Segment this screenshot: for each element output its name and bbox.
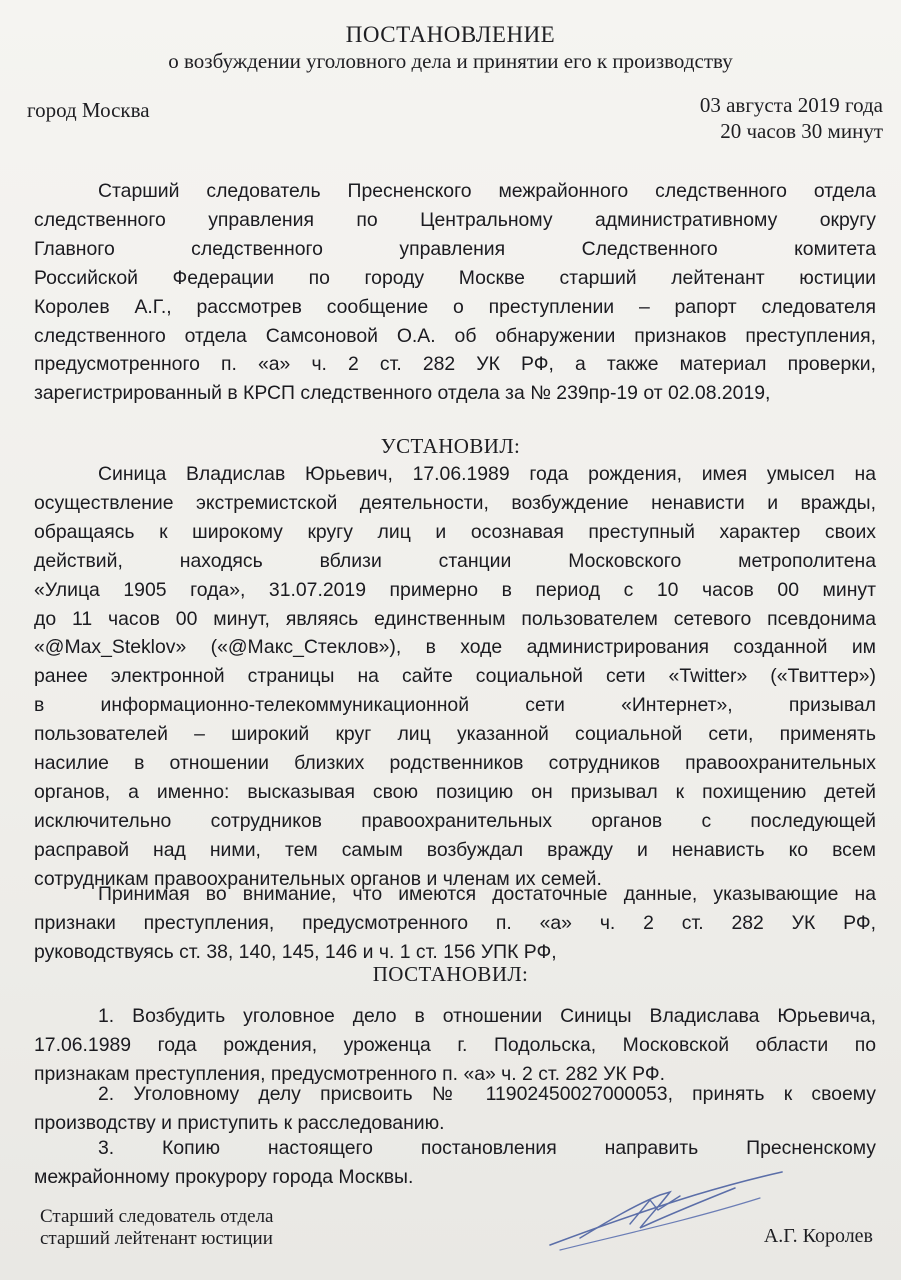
established-line: органов, а именно: высказывая свою позицию он призывал к похищению детей xyxy=(34,780,876,803)
established-line: исключительно сотрудников правоохранительных органов с последующей xyxy=(34,809,876,832)
established-line: до 11 часов 00 минут, являясь единственным пользователем сетевого псевдонима xyxy=(34,607,876,630)
considering-line: руководствуясь ст. 38, 140, 145, 146 и ч. 1 ст. 156 УПК РФ, xyxy=(34,940,557,963)
established-line: «Улица 1905 года», 31.07.2019 примерно в период с 10 часов 00 минут xyxy=(34,578,876,601)
established-line: в информационно-телекоммуникационной сети «Интернет», призывал xyxy=(34,694,876,717)
signatory-name: А.Г. Королев xyxy=(763,1225,873,1247)
intro-line: зарегистрированный в КРСП следственного отдела за № 239пр-19 от 02.08.2019, xyxy=(34,382,771,405)
signatory-position-line1: Старший следователь отдела xyxy=(40,1206,274,1227)
city: город Москва xyxy=(27,98,150,122)
resolution-line: 17.06.1989 года рождения, уроженца г. Подольска, Московской области по xyxy=(34,1033,876,1056)
date: 03 августа 2019 года xyxy=(699,93,883,117)
document-subtitle: о возбуждении уголовного дела и принятии его к производству xyxy=(168,49,733,73)
time: 20 часов 30 минут xyxy=(720,119,883,143)
document-title: ПОСТАНОВЛЕНИЕ xyxy=(345,22,556,47)
intro-line: предусмотренного п. «а» ч. 2 ст. 282 УК РФ, а также материал проверки, xyxy=(34,353,876,376)
established-line: расправой над ними, тем самым возбуждал вражду и ненависть ко всем xyxy=(34,838,876,861)
intro-paragraph xyxy=(34,177,876,408)
signatory-position xyxy=(40,1206,273,1250)
established-line: Синица Владислав Юрьевич, 17.06.1989 года рождения, имея умысел на xyxy=(98,463,876,485)
resolution-line: 2. Уголовному делу присвоить № 11902450027000053, принять к своему xyxy=(98,1083,876,1105)
intro-line: следственного отдела Самсоновой О.А. об обнаружении признаков преступления, xyxy=(34,324,876,347)
resolution-line: признакам преступления, предусмотренного п. «а» ч. 2 ст. 282 УК РФ. xyxy=(34,1062,666,1085)
established-line: обращаясь к широкому кругу лиц и осознавая преступный характер своих xyxy=(34,520,876,543)
established-line: насилие в отношении близких родственников сотрудников правоохранительных xyxy=(34,752,876,775)
resolved-heading: ПОСТАНОВИЛ: xyxy=(372,962,529,986)
established-line: осуществление экстремистской деятельности, возбуждение ненависти и вражды, xyxy=(34,491,876,514)
date-block xyxy=(700,92,883,144)
resolution-line: производству и приступить к расследованию. xyxy=(34,1111,445,1134)
resolution-line: 3. Копию настоящего постановления направить Пресненскому xyxy=(98,1137,876,1159)
considering-paragraph xyxy=(34,880,876,967)
established-line: «@Max_Steklov» («@Макс_Стеклов»), в ходе администрирования созданной им xyxy=(34,636,876,659)
intro-line: Главного следственного управления Следственного комитета xyxy=(34,237,876,260)
signatory-position-line2: старший лейтенант юстиции xyxy=(40,1228,273,1249)
resolution-item-1 xyxy=(34,1002,876,1089)
established-line: действий, находясь вблизи станции Московского метрополитена xyxy=(34,549,876,572)
established-heading: УСТАНОВИЛ: xyxy=(380,434,521,458)
established-paragraph xyxy=(34,460,876,894)
considering-line: признаки преступления, предусмотренного п. «а» ч. 2 ст. 282 УК РФ, xyxy=(34,911,876,934)
intro-line: Российской Федерации по городу Москве старший лейтенант юстиции xyxy=(34,266,876,289)
intro-line: Королев А.Г., рассмотрев сообщение о преступлении – рапорт следователя xyxy=(34,295,876,318)
established-line: ранее электронной страницы на сайте социальной сети «Twitter» («Твиттер») xyxy=(34,665,876,688)
established-line: пользователей – широкий круг лиц указанной социальной сети, применять xyxy=(34,723,876,746)
resolution-line: 1. Возбудить уголовное дело в отношении Синицы Владислава Юрьевича, xyxy=(98,1005,876,1027)
resolution-item-2 xyxy=(34,1080,876,1138)
resolution-line: межрайонному прокурору города Москвы. xyxy=(34,1165,414,1188)
established-line: сотрудникам правоохранительных органов и членам их семей. xyxy=(34,867,602,890)
intro-line: Старший следователь Пресненского межрайонного следственного отдела xyxy=(98,180,876,202)
intro-line: следственного управления по Центральному административному округу xyxy=(34,208,876,231)
considering-line: Принимая во внимание, что имеются достаточные данные, указывающие на xyxy=(98,883,876,905)
